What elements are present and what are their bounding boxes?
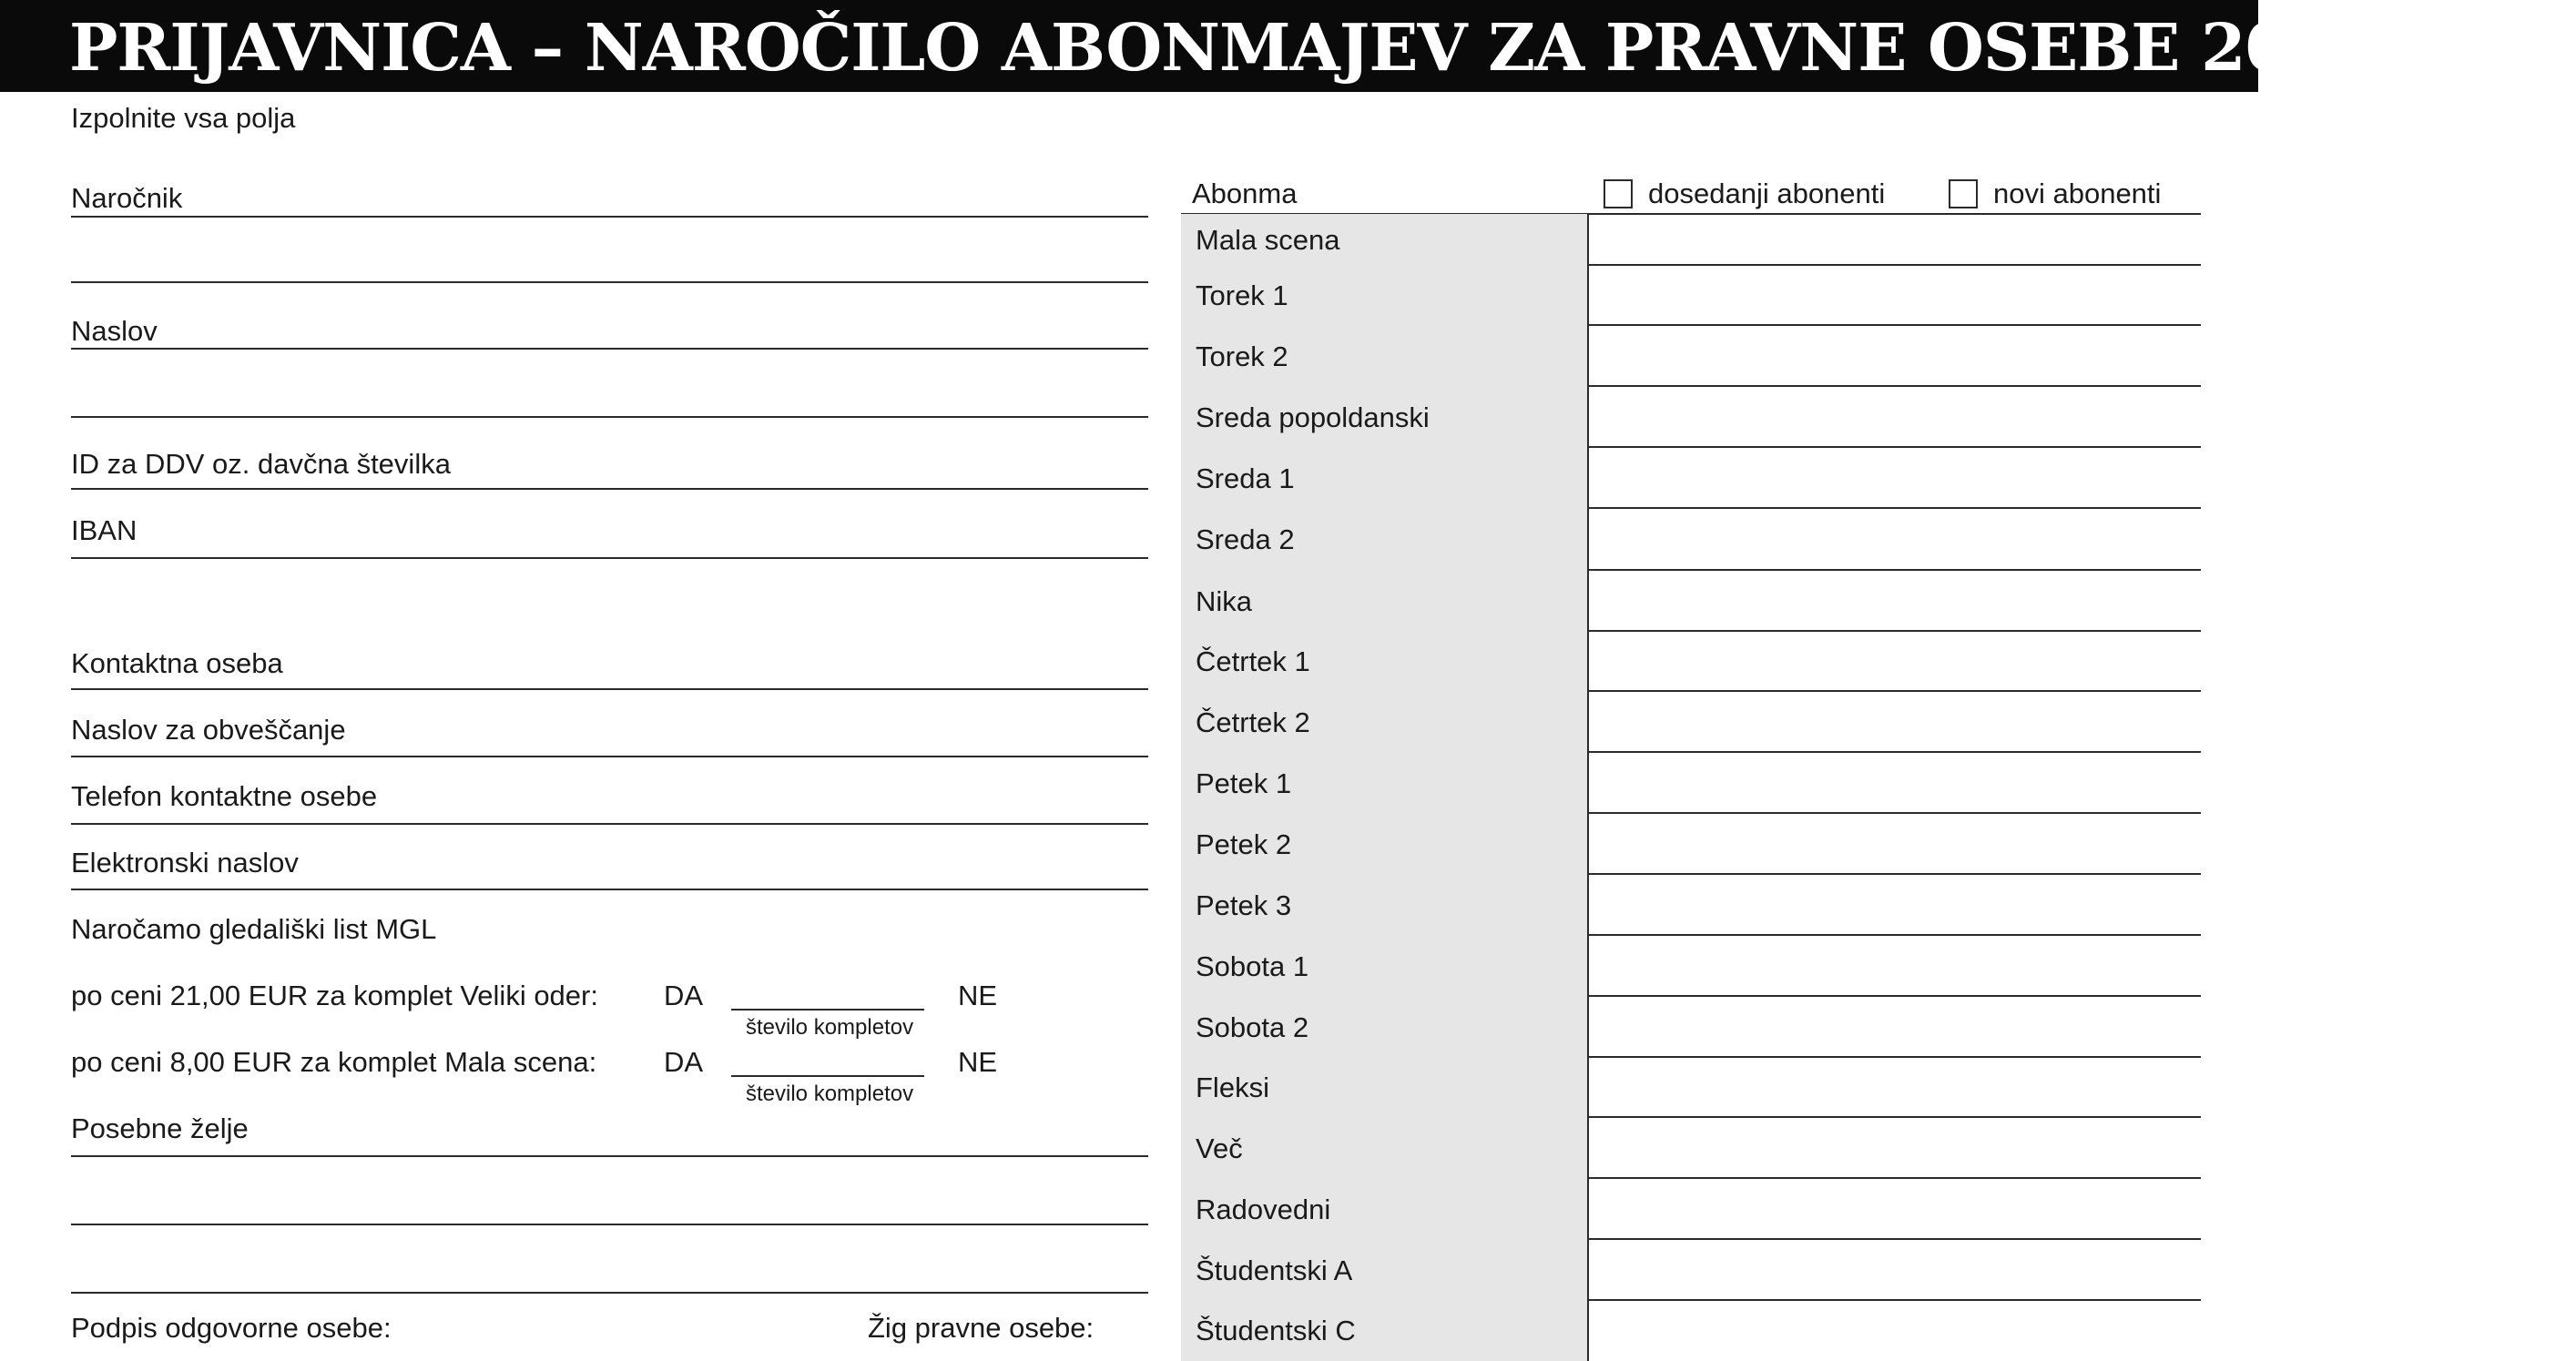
special-requests-label: Posebne želje [71, 1112, 249, 1144]
subscription-name-cell [1181, 387, 1589, 448]
email-line[interactable] [71, 889, 1148, 890]
subscription-row [1181, 1118, 2201, 1179]
price-label-large-stage: po ceni 21,00 EUR za komplet Veliki oder: [71, 980, 598, 1011]
customer-line-1[interactable] [71, 216, 1148, 218]
contact-person-line[interactable] [71, 688, 1148, 690]
subscription-name-cell [1181, 692, 1589, 753]
subscription-row [1181, 214, 2201, 266]
price-row-small-stage [71, 1044, 1148, 1106]
instructions-text: Izpolnite vsa polja [71, 102, 296, 134]
subscription-name-cell [1181, 1118, 1589, 1179]
notification-address-line[interactable] [71, 756, 1148, 757]
subscription-name: Radovedni [1196, 1193, 1331, 1225]
set-count-line[interactable] [731, 1009, 924, 1011]
subscription-entry-field[interactable] [1591, 326, 2201, 387]
email-label: Elektronski naslov [71, 847, 299, 879]
subscription-name-cell [1181, 1301, 1589, 1361]
no-option[interactable]: NE [958, 980, 998, 1011]
subscription-row [1181, 814, 2201, 875]
subscription-entry-field[interactable] [1591, 632, 2201, 692]
subscription-name: Petek 2 [1196, 828, 1292, 860]
subscription-name: Torek 2 [1196, 340, 1288, 372]
subscription-row [1181, 448, 2201, 509]
address-label: Naslov [71, 315, 158, 347]
contact-person-label: Kontaktna oseba [71, 647, 283, 679]
iban-label: IBAN [71, 514, 137, 546]
special-requests-line-1[interactable] [71, 1155, 1148, 1157]
subscription-name-cell [1181, 509, 1589, 571]
subscription-name-cell [1181, 266, 1589, 326]
vat-id-label: ID za DDV oz. davčna številka [71, 448, 451, 480]
iban-line[interactable] [71, 557, 1148, 559]
subscription-name: Sreda popoldanski [1196, 401, 1430, 433]
program-booklet-label: Naročamo gledališki list MGL [71, 913, 437, 945]
subscription-name: Več [1196, 1132, 1243, 1164]
set-count-line[interactable] [731, 1075, 924, 1077]
subscription-name: Nika [1196, 584, 1253, 617]
subscription-entry-field[interactable] [1591, 753, 2201, 814]
yes-option[interactable]: DA [664, 1046, 704, 1078]
existing-subscribers-checkbox[interactable] [1604, 179, 1633, 208]
set-count-label: število kompletov [746, 1082, 914, 1106]
subscription-name: Študentski A [1196, 1254, 1353, 1286]
subscription-row [1181, 326, 2201, 387]
subscription-entry-field[interactable] [1591, 997, 2201, 1058]
stamp-label: Žig pravne osebe: [868, 1312, 1095, 1344]
subscription-name-cell [1181, 1240, 1589, 1301]
subscription-name-cell [1181, 326, 1589, 387]
subscription-entry-field[interactable] [1591, 571, 2201, 632]
subscription-name-cell [1181, 448, 1589, 509]
customer-line-2[interactable] [71, 281, 1148, 283]
subscription-row [1181, 1179, 2201, 1240]
price-label-small-stage: po ceni 8,00 EUR za komplet Mala scena: [71, 1046, 597, 1078]
special-requests-line-3[interactable] [71, 1292, 1148, 1294]
subscription-name-cell [1181, 875, 1589, 936]
existing-subscribers-label: dosedanji abonenti [1648, 178, 1886, 209]
subscription-name-cell [1181, 1179, 1589, 1240]
subscription-entry-field[interactable] [1591, 1240, 2201, 1301]
subscription-entry-field[interactable] [1591, 1058, 2201, 1118]
subscription-entry-field[interactable] [1591, 1179, 2201, 1240]
subscription-entry-field[interactable] [1591, 214, 2201, 266]
address-line-2[interactable] [71, 416, 1148, 418]
subscription-name-cell [1181, 753, 1589, 814]
subscription-name: Torek 1 [1196, 279, 1288, 311]
form-title: PRIJAVNICA – NAROČILO ABONMAJEV ZA PRAVNE OSEBE 2025/2026 [69, 9, 2576, 86]
subscription-entry-field[interactable] [1591, 875, 2201, 936]
subscription-entry-field[interactable] [1591, 387, 2201, 448]
subscription-name-cell [1181, 997, 1589, 1058]
subscription-name: Sreda 1 [1196, 462, 1295, 494]
subscription-name: Četrtek 2 [1196, 706, 1310, 738]
phone-line[interactable] [71, 823, 1148, 825]
subscription-row [1181, 753, 2201, 814]
subscription-name: Sreda 2 [1196, 523, 1295, 555]
subscription-entry-field[interactable] [1591, 1118, 2201, 1179]
subscription-row [1181, 571, 2201, 632]
subscription-row [1181, 266, 2201, 326]
subscription-row [1181, 1240, 2201, 1301]
phone-label: Telefon kontaktne osebe [71, 780, 378, 812]
subscription-row [1181, 997, 2201, 1058]
subscription-name: Mala scena [1196, 223, 1340, 256]
subscription-entry-field[interactable] [1591, 814, 2201, 875]
set-count-label: število kompletov [746, 1015, 914, 1040]
subscription-row [1181, 1301, 2201, 1361]
signature-label: Podpis odgovorne osebe: [71, 1312, 392, 1344]
subscription-name-cell [1181, 936, 1589, 997]
subscription-row [1181, 1058, 2201, 1118]
subscription-name-cell [1181, 214, 1589, 266]
subscription-entry-field[interactable] [1591, 448, 2201, 509]
subscription-row [1181, 692, 2201, 753]
subscription-row [1181, 875, 2201, 936]
subscription-entry-field[interactable] [1591, 936, 2201, 997]
subscription-name: Petek 1 [1196, 767, 1292, 799]
yes-option[interactable]: DA [664, 980, 704, 1011]
subscription-entry-field[interactable] [1591, 509, 2201, 571]
address-line-1[interactable] [71, 348, 1148, 350]
subscription-row [1181, 632, 2201, 692]
new-subscribers-checkbox[interactable] [1949, 179, 1978, 208]
subscription-row [1181, 387, 2201, 448]
special-requests-line-2[interactable] [71, 1224, 1148, 1225]
subscription-name-cell [1181, 571, 1589, 632]
new-subscribers-label: novi abonenti [1993, 178, 2162, 209]
vat-id-line[interactable] [71, 488, 1148, 490]
subscription-name: Študentski C [1196, 1315, 1356, 1346]
price-row-large-stage [71, 978, 1148, 1040]
subscription-row [1181, 936, 2201, 997]
customer-label: Naročnik [71, 182, 183, 214]
subscription-name-cell [1181, 632, 1589, 692]
subscription-name: Petek 3 [1196, 889, 1292, 921]
subscription-entry-field[interactable] [1591, 1301, 2201, 1361]
subscription-name: Sobota 1 [1196, 950, 1309, 982]
no-option[interactable]: NE [958, 1046, 998, 1078]
subscription-name: Četrtek 1 [1196, 645, 1310, 677]
subscription-name: Fleksi [1196, 1072, 1269, 1103]
subscription-entry-field[interactable] [1591, 266, 2201, 326]
notification-address-label: Naslov za obveščanje [71, 714, 346, 746]
subscription-name-cell [1181, 814, 1589, 875]
subscription-entry-field[interactable] [1591, 692, 2201, 753]
subscription-name: Sobota 2 [1196, 1011, 1309, 1043]
form-header [0, 0, 2576, 92]
subscription-column-label: Abonma [1192, 178, 1298, 209]
subscription-row [1181, 509, 2201, 571]
subscription-name-cell [1181, 1058, 1589, 1118]
